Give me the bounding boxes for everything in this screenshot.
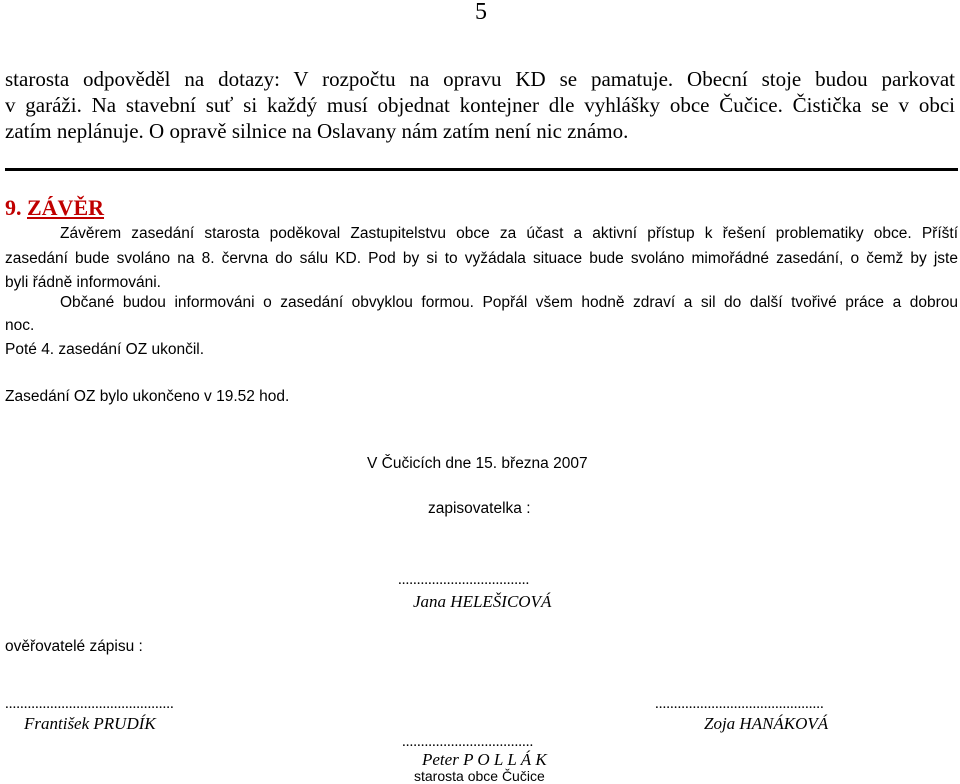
intro-line-3: zatím neplánuje. O opravě silnice na Oslavany nám zatím není nic známo.: [5, 119, 629, 143]
verifier-2-name: Zoja HANÁKOVÁ: [704, 714, 829, 733]
verifier-1-signature-line: .............................................: [5, 696, 174, 712]
verifier-1-name: František PRUDÍK: [24, 714, 156, 733]
mayor-signature-line: ...................................: [402, 734, 534, 750]
recorder-label: zapisovatelka :: [428, 500, 531, 517]
intro-line-2: v garáži. Na stavební suť si každý musí objednat kontejner dle vyhlášky obce Čučice. Čistička se v obci: [5, 93, 955, 117]
info-paragraph-line: Občané budou informováni o zasedání obvyklou formou. Popřál všem hodně zdraví a sil do další tvořivé práce a dobrou: [60, 294, 958, 311]
verifier-2-signature-line: .............................................: [655, 696, 824, 712]
mayor-name: Peter P O L L Á K: [422, 750, 547, 769]
end-time-statement: Zasedání OZ bylo ukončeno v 19.52 hod.: [5, 388, 290, 405]
section-title: ZÁVĚR: [27, 195, 105, 220]
info-paragraph-line: noc.: [5, 317, 35, 334]
section-number: 9.: [5, 195, 22, 220]
closing-statement: Poté 4. zasedání OZ ukončil.: [5, 341, 205, 358]
verifiers-label: ověřovatelé zápisu :: [5, 638, 143, 655]
recorder-signature-line: ...................................: [398, 572, 530, 588]
section-heading: [5, 195, 104, 221]
page-number: 5: [475, 0, 487, 25]
conclusion-paragraph-line: Závěrem zasedání starosta poděkoval Zastupitelstvu obce za účast a aktivní přístup k řešení problematiky obce. Příští: [60, 225, 958, 242]
intro-line-1: starosta odpověděl na dotazy: V rozpočtu na opravu KD se pamatuje. Obecní stoje budou parkovat: [5, 67, 955, 91]
place-and-date: V Čučicích dne 15. března 2007: [367, 455, 588, 472]
recorder-name: Jana HELEŠICOVÁ: [413, 592, 552, 611]
mayor-title: starosta obce Čučice: [414, 768, 545, 784]
conclusion-paragraph-line: zasedání bude svoláno na 8. června do sálu KD. Pod by si to vyžádala situace bude svoláno mimořádné zasedání, o čemž by jste: [5, 250, 958, 267]
conclusion-paragraph-line: byli řádně informováni.: [5, 274, 161, 291]
section-divider: [5, 168, 958, 171]
